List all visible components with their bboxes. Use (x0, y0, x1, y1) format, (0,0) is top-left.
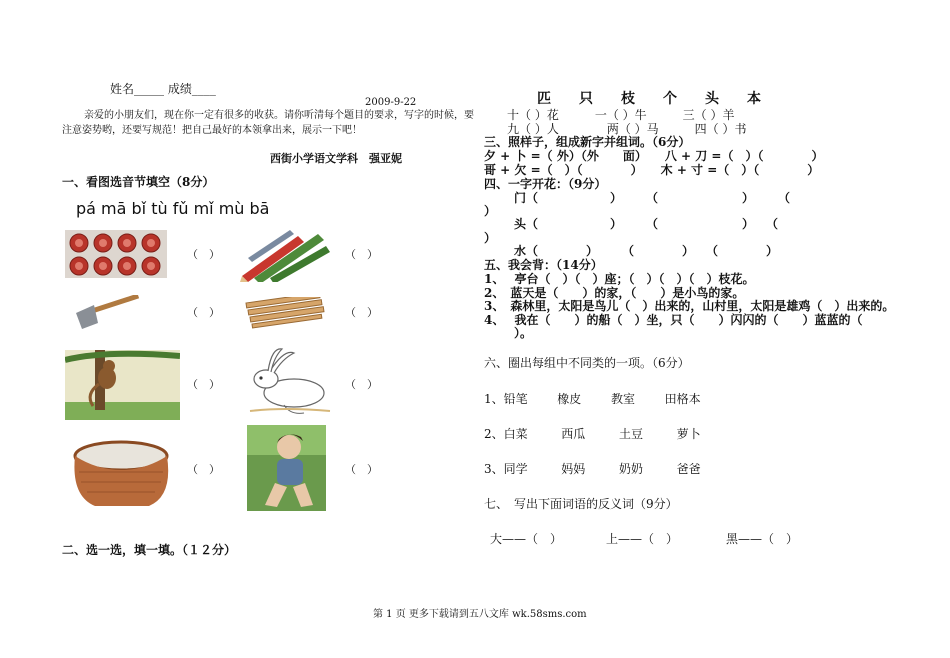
q6-row-3 (484, 460, 701, 477)
pencils-drawing (240, 228, 332, 282)
q5-line-1: 1、 亭台（ ）（ ）座；（ ）（ ）（ ）枝花。 (484, 272, 755, 286)
blank-coins[interactable]: （ ） (187, 248, 220, 261)
coins-drawing (65, 230, 167, 278)
q4-men-row: 门（ ） （ ） （ (514, 191, 791, 205)
blank-child[interactable]: （ ） (345, 463, 378, 476)
q5-line-2: 2、 蓝天是（ ）的家，（ ）是小鸟的家。 (484, 286, 745, 300)
q6-row-3-item[interactable]: 爸爸 (676, 462, 701, 476)
q6-row-2 (484, 425, 701, 442)
basket-drawing (65, 436, 177, 510)
q6-row-2-item[interactable]: 2、白菜 (484, 427, 528, 441)
q6-row-3-item[interactable]: 妈妈 (561, 462, 586, 476)
q6-row-1-item[interactable]: 1、铅笔 (484, 392, 528, 406)
blank-rabbit[interactable]: （ ） (345, 378, 378, 391)
pencils-image (240, 228, 332, 282)
q5-line-4: 4、 我在（ ）的船（ ）坐，只（ ）闪闪的（ ）蓝蓝的（ (484, 313, 875, 327)
basket-image (65, 436, 177, 510)
intro-paragraph: 亲爱的小朋友们，现在你一定有很多的收获。请你听清每个题目的要求，写字的时候，要注意姿势哟，还要写规范！把自己最好的本领拿出来，展示一下吧！ (62, 110, 474, 136)
q5-title: 五、我会背：（14分） (484, 258, 603, 272)
q4-shui-row: 水（ ） （ ） （ ） (514, 244, 779, 258)
measure-word-row-2: 九（ ）人 两（ ）马 四（ ）书 (507, 122, 747, 136)
blank-wood[interactable]: （ ） (345, 306, 378, 319)
q4-tou-row: 头（ ） （ ） （ (514, 217, 779, 231)
q4-tou-row-end: ） (484, 231, 497, 245)
wood-sticks-image (244, 297, 326, 329)
name-score-line: 姓名_____ 成绩____ (110, 82, 216, 96)
child-sitting-image (247, 425, 326, 511)
q6-row-1-item[interactable]: 田格本 (664, 392, 701, 406)
q7-title: 七、 写出下面词语的反义词（9分） (484, 497, 678, 511)
q6-row-1-item[interactable]: 教室 (610, 392, 635, 406)
q4-men-row-end: ） (484, 204, 497, 218)
wood-sticks-drawing (244, 297, 326, 329)
q7-item-up[interactable]: 上——（ ） (606, 532, 679, 546)
q2-title: 二、选一选，填一填。（１２分） (62, 543, 237, 557)
q6-row-2-item[interactable]: 土豆 (618, 427, 643, 441)
q6-row-1 (484, 390, 701, 407)
q5-line-4-end: ）。 (514, 326, 533, 340)
q3-row-2: 哥 + 欠 =（ ）（ ） 木 + 寸 =（ ）（ ） (484, 163, 820, 177)
q3-row-1: 夕 + 卜 =（ 外）（外 面） 八 + 刀 =（ ）（ ） (484, 149, 824, 163)
q1-title: 一、看图选音节填空（8分） (62, 175, 215, 189)
q6-row-2-item[interactable]: 西瓜 (561, 427, 586, 441)
monkey-image (65, 350, 180, 420)
q3-title: 三、照样子，组成新字并组词。（6分） (484, 135, 691, 149)
q6-row-1-item[interactable]: 橡皮 (557, 392, 582, 406)
rabbit-image (244, 345, 336, 417)
q5-line-3: 3、 森林里，太阳是鸟儿（ ）出来的，山村里，太阳是雄鸡（ ）出来的。 (484, 299, 895, 313)
q7-item-black[interactable]: 黑——（ ） (726, 532, 799, 546)
q6-title: 六、圈出每组中不同类的一项。（6分） (484, 356, 690, 370)
q6-row-3-item[interactable]: 奶奶 (618, 462, 643, 476)
pinyin-options: pá mā bǐ tù fǔ mǐ mù bā (76, 199, 270, 218)
rabbit-drawing (244, 345, 336, 417)
school-teacher-line: 西街小学语文学科 强亚妮 (270, 152, 402, 165)
coins-image (65, 230, 167, 278)
q6-row-3-item[interactable]: 3、同学 (484, 462, 528, 476)
blank-axe[interactable]: （ ） (187, 306, 220, 319)
blank-basket[interactable]: （ ） (187, 463, 220, 476)
axe-drawing (72, 295, 142, 333)
measure-word-row-1: 十（ ）花 一（ ）牛 三（ ）羊 (507, 108, 735, 122)
page-footer: 第 1 页 更多下载请到五八文库 wk.58sms.com (373, 609, 587, 620)
q7-item-big[interactable]: 大——（ ） (490, 532, 563, 546)
axe-image (72, 295, 142, 333)
q4-title: 四、一字开花：（9分） (484, 177, 607, 191)
date-text: 2009-9-22 (365, 97, 417, 108)
child-sitting-drawing (247, 425, 326, 511)
blank-monkey[interactable]: （ ） (187, 378, 220, 391)
blank-pencils[interactable]: （ ） (345, 248, 378, 261)
monkey-drawing (65, 350, 180, 420)
measure-word-options: 匹 只 枝 个 头 本 (537, 91, 761, 107)
q6-row-2-item[interactable]: 萝卜 (676, 427, 701, 441)
